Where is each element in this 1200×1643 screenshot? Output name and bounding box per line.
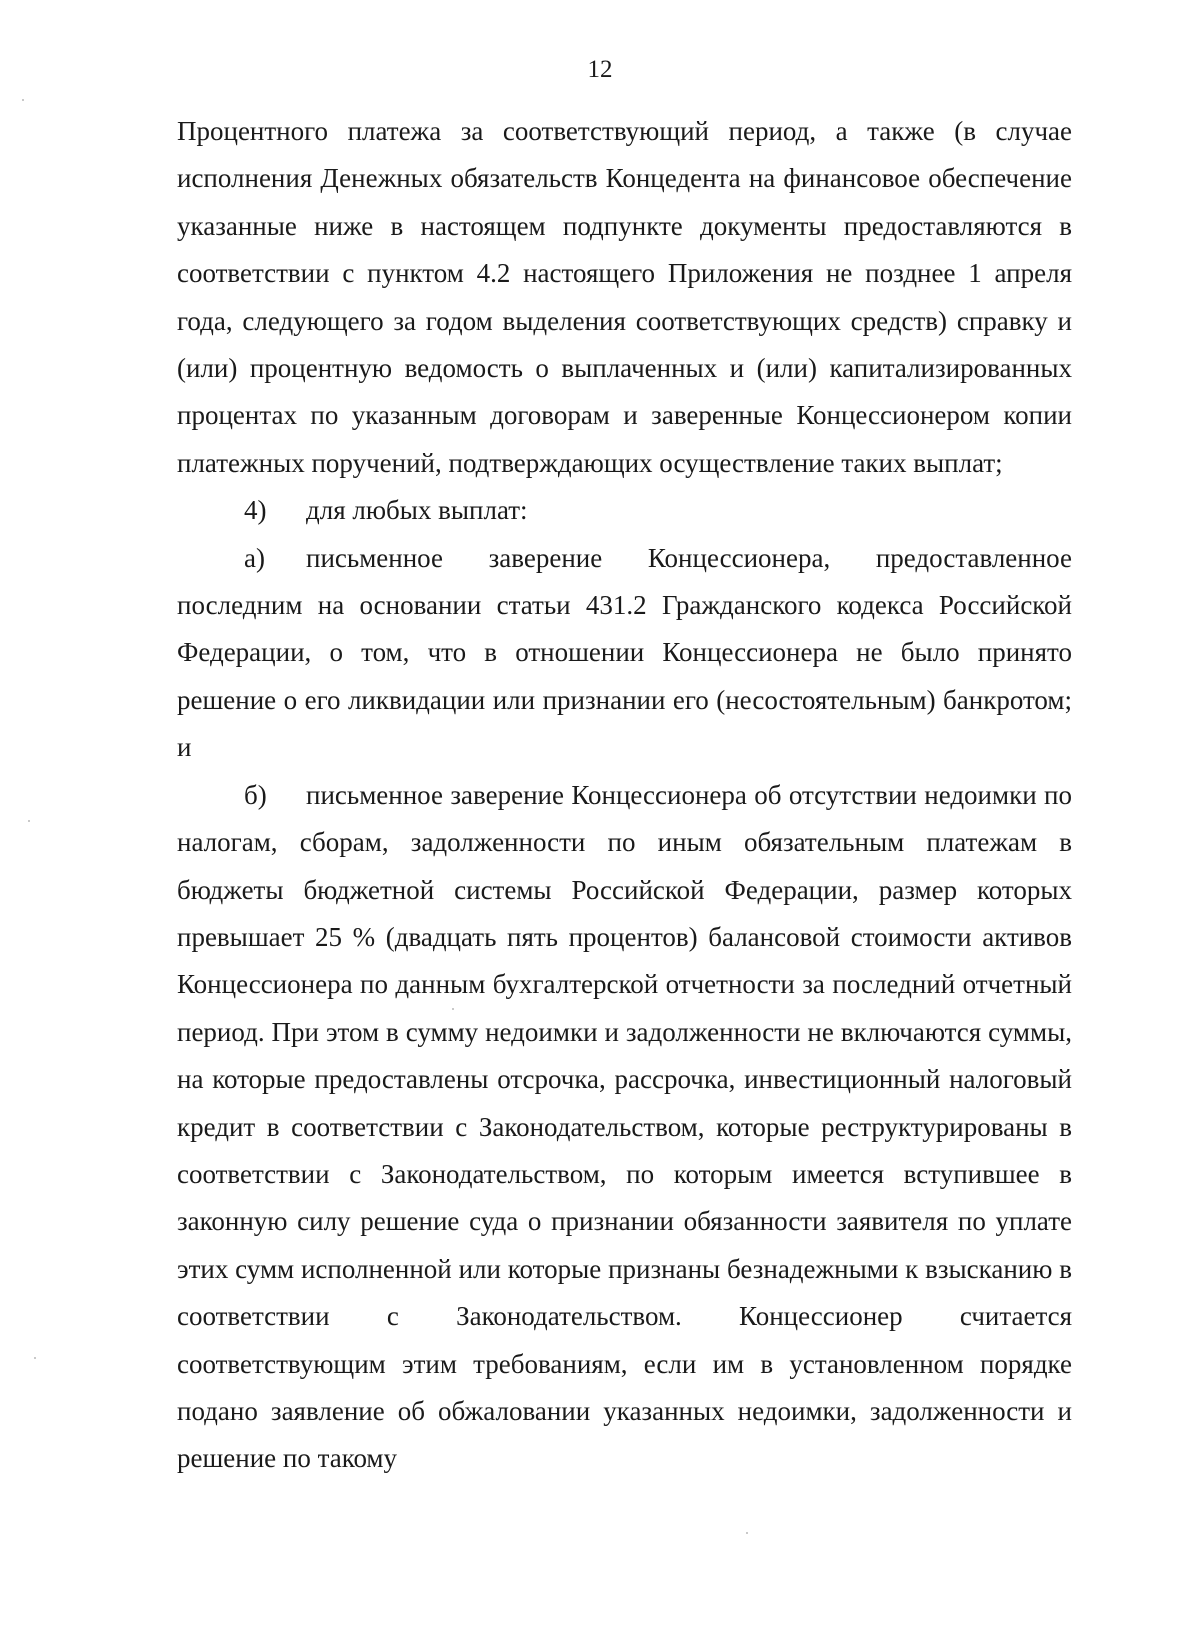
scan-speck (28, 820, 30, 822)
list-item-4 (177, 487, 1072, 534)
scan-speck (452, 1008, 454, 1010)
scan-speck (22, 99, 24, 101)
scan-speck (34, 1357, 36, 1359)
list-item-4-marker: 4) (244, 495, 267, 526)
paragraph-interest-payment: Процентного платежа за соответствующий период, а также (в случае исполнения Денежных обязательств Концедента на финансовое обеспечение указанные ниже в настоящем подпункте документы предоставляются в соответствии с пунктом 4.2 настоящего Приложения не позднее 1 апреля года, следующего за годом выделения соответствующих средств) справку и (или) процентную ведомость о выплаченных и (или) капитализированных процентах по указанным договорам и заверенные Концессионером копии платежных поручений, подтверждающих осуществление таких выплат; (177, 116, 1072, 478)
list-item-a-marker: а) (244, 542, 265, 573)
list-item-a (177, 535, 1072, 772)
list-item-b-text: письменное заверение Концессионера об отсутствии недоимки по налогам, сборам, задолженности по иным обязательным платежам в бюджеты бюджетной системы Российской Федерации, размер которых превышает 25 % (двадцать пять процентов) балансовой стоимости активов Концессионера по данным бухгалтерской отчетности за последний отчетный период. При этом в сумму недоимки и задолженности не включаются суммы, на которые предоставлены отсрочка, рассрочка, инвестиционный налоговый кредит в соответствии с Законодательством, которые реструктурированы в соответствии с Законодательством, по которым имеется вступившее в законную силу решение суда о признании обязанности заявителя по уплате этих сумм исполненной или которые признаны безнадежными к взысканию в соответствии с Законодательством. Концессионер считается соответствующим этим требованиям, если им в установленном порядке подано заявление об обжаловании указанных недоимки, задолженности и решение по такому (177, 779, 1072, 1474)
list-item-b-marker: б) (244, 779, 267, 810)
document-body (177, 108, 1072, 1483)
scan-speck (746, 1532, 748, 1534)
list-item-a-text: письменное заверение Концессионера, предоставленное последним на основании статьи 431.2 Гражданского кодекса Российской Федерации, о том, что в отношении Концессионера не было принято решение о его ликвидации или признании его (несостоятельным) банкротом; и (177, 542, 1072, 763)
page-number: 12 (587, 56, 613, 83)
list-item-b (177, 772, 1072, 1483)
list-item-4-text: для любых выплат: (306, 495, 528, 526)
